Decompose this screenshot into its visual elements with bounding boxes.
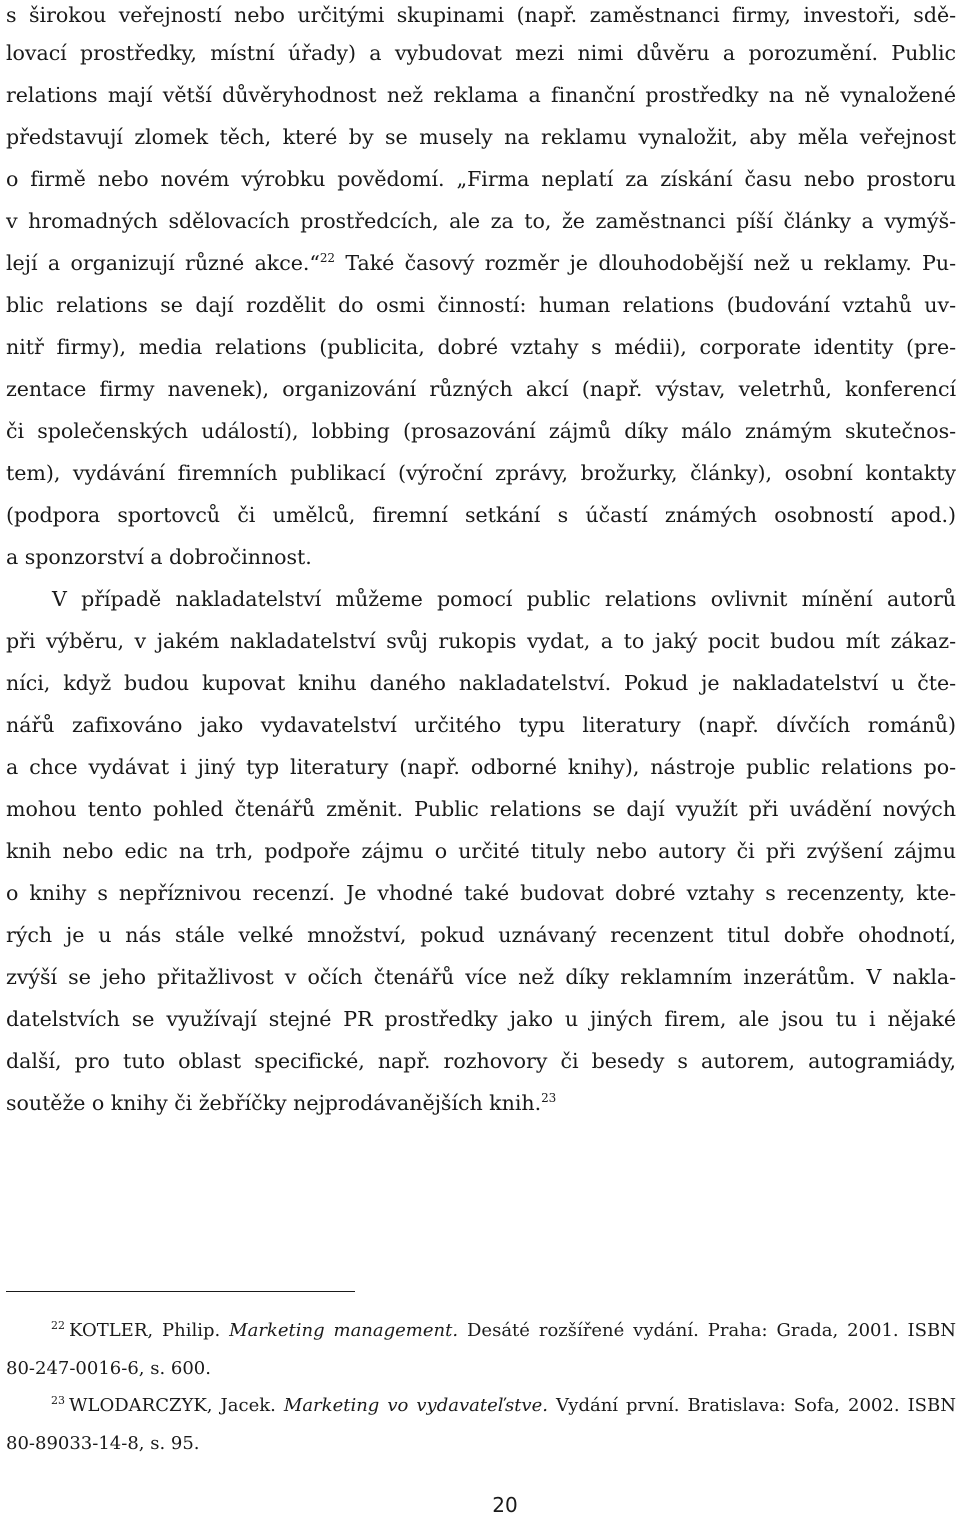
footnote-separator bbox=[6, 1291, 355, 1292]
body-line: rých je u nás stále velké množství, pokud uznávaný recenzent titul dobře ohodnotí, bbox=[6, 923, 956, 947]
body-line: mohou tento pohled čtenářů změnit. Public relations se dají využít při uvádění nových bbox=[6, 797, 956, 821]
body-line: a sponzorství a dobročinnost. bbox=[6, 545, 312, 569]
footnote-22-continuation: 80-247-0016-6, s. 600. bbox=[6, 1358, 211, 1379]
page-number: 20 bbox=[492, 1493, 518, 1517]
body-line bbox=[6, 1088, 956, 1118]
body-line: relations mají větší důvěryhodnost než reklama a finanční prostředky na ně vynaložené bbox=[6, 83, 956, 107]
last-line-text: soutěže o knihy či žebříčky nejprodávanějších knih. bbox=[6, 1091, 542, 1115]
quote-end-text: lejí a organizují různé akce.“ bbox=[6, 251, 320, 275]
body-line: zentace firmy navenek), organizování různých akcí (např. výstav, veletrhů, konferencí bbox=[6, 377, 956, 401]
body-line: o firmě nebo novém výrobku povědomí. „Firma neplatí za získání času nebo prostoru bbox=[6, 167, 956, 191]
body-line: o knihy s nepříznivou recenzí. Je vhodné také budovat dobré vztahy s recenzenty, kte- bbox=[6, 881, 956, 905]
body-line: tem), vydávání firemních publikací (výroční zprávy, brožurky, články), osobní kontakty bbox=[6, 461, 956, 485]
footnote-title: Marketing management. bbox=[229, 1320, 459, 1341]
footnote-ref-23[interactable]: 23 bbox=[541, 1091, 557, 1105]
body-line: níci, když budou kupovat knihu daného nakladatelství. Pokud je nakladatelství u čte- bbox=[6, 671, 956, 695]
quote-follow-text: Také časový rozměr je dlouhodobější než u reklamy. Pu- bbox=[345, 251, 956, 275]
body-line: v hromadných sdělovacích prostředcích, ale za to, že zaměstnanci píší články a vymýš- bbox=[6, 209, 956, 233]
footnote-author: WLODARCZYK, Jacek. bbox=[69, 1395, 276, 1416]
body-line: při výběru, v jakém nakladatelství svůj rukopis vydat, a to jaký pocit budou mít zákaz- bbox=[6, 629, 956, 653]
footnote-23 bbox=[6, 1393, 956, 1419]
body-line: představují zlomek těch, které by se musely na reklamu vynaložit, aby měla veřejnost bbox=[6, 125, 956, 149]
body-line: blic relations se dají rozdělit do osmi činností: human relations (budování vztahů uv- bbox=[6, 293, 956, 317]
body-line: nitř firmy), media relations (publicita, dobré vztahy s médii), corporate identity (pre- bbox=[6, 335, 956, 359]
footnote-22 bbox=[6, 1318, 956, 1344]
body-line: (podpora sportovců či umělců, firemní setkání s účastí známých osobností apod.) bbox=[6, 503, 956, 527]
paragraph-start-line: V případě nakladatelství můžeme pomocí public relations ovlivnit mínění autorů bbox=[52, 587, 956, 611]
body-line bbox=[6, 248, 956, 278]
body-line: nářů zafixováno jako vydavatelství určitého typu literatury (např. dívčích románů) bbox=[6, 713, 956, 737]
body-line: a chce vydávat i jiný typ literatury (např. odborné knihy), nástroje public relations po- bbox=[6, 755, 956, 779]
body-line: datelstvích se využívají stejné PR prostředky jako u jiných firem, ale jsou tu i nějaké bbox=[6, 1007, 956, 1031]
footnote-23-continuation: 80-89033-14-8, s. 95. bbox=[6, 1433, 200, 1454]
body-line: zvýší se jeho přitažlivost v očích čtenářů více než díky reklamním inzerátům. V nakla- bbox=[6, 965, 956, 989]
footnote-details: Desáté rozšířené vydání. Praha: Grada, 2001. ISBN bbox=[467, 1320, 956, 1341]
body-line: lovací prostředky, místní úřady) a vybudovat mezi nimi důvěru a porozumění. Public bbox=[6, 41, 956, 65]
body-line: knih nebo edic na trh, podpoře zájmu o určité tituly nebo autory či při zvýšení zájmu bbox=[6, 839, 956, 863]
footnote-marker: 22 bbox=[51, 1319, 65, 1332]
body-line: další, pro tuto oblast specifické, např. rozhovory či besedy s autorem, autogramiády, bbox=[6, 1049, 956, 1073]
footnote-ref-22[interactable]: 22 bbox=[319, 251, 335, 265]
body-line: s širokou veřejností nebo určitými skupinami (např. zaměstnanci firmy, investoři, sdě- bbox=[6, 3, 956, 27]
body-line: či společenských událostí), lobbing (prosazování zájmů díky málo známým skutečnos- bbox=[6, 419, 956, 443]
footnote-title: Marketing vo vydavateľstve. bbox=[283, 1395, 548, 1416]
footnote-marker: 23 bbox=[51, 1394, 65, 1407]
footnote-author: KOTLER, Philip. bbox=[69, 1320, 221, 1341]
footnote-details: Vydání první. Bratislava: Sofa, 2002. ISBN bbox=[556, 1395, 956, 1416]
